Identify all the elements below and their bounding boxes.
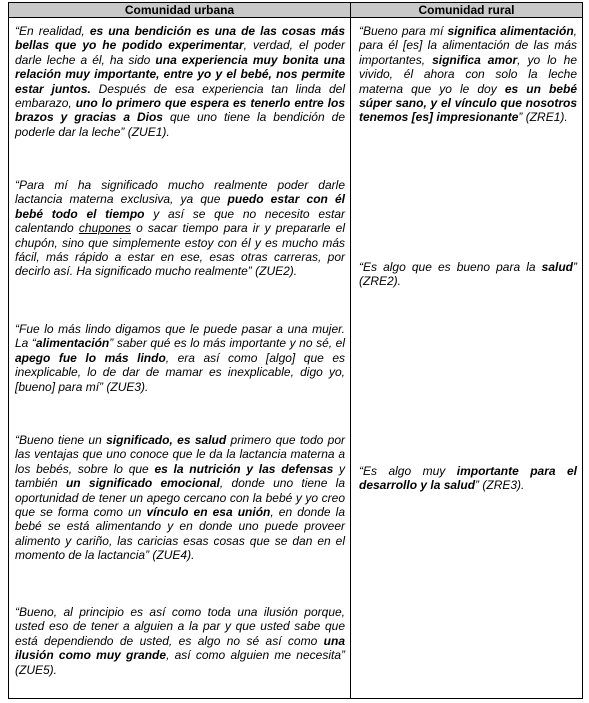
emphasized-text: significa alimentación (447, 24, 574, 38)
emphasized-text: vínculo en esa unión (146, 505, 271, 520)
underlined-text: chupones (78, 221, 131, 236)
quote-text: ” (ZRE3). (475, 478, 525, 493)
quote-text: , para él [es] la alimentación de las más importantes, (359, 24, 578, 67)
table-header (9, 3, 582, 18)
quote-text: Después de esa experiencia tan linda del embarazo, (15, 81, 345, 111)
quote-text: , en donde la bebé se está alimentando y en donde uno puede proveer alimento y cariño, las caricias esas cosas que se dan en el momento de la lactancia” (ZUE4). (15, 505, 345, 563)
emphasized-text: es una bendición es una de las cosas más bellas que yo he podido experimentar (15, 24, 345, 53)
emphasized-text: una experiencia muy bonita una relación muy importante, entre yo y el bebé, nos permite estar juntos. (15, 52, 345, 96)
quote-text: y también (15, 461, 345, 491)
emphasized-text: es la nutrición y las defensas (154, 461, 334, 476)
emphasized-text: uno lo primero que espera es tenerlo entre los brazos y gracias a Dios (15, 96, 345, 125)
quote-zre2 (359, 260, 577, 289)
quote-text: , yo lo he vivido, él ahora con solo la leche materna que yo le doy (359, 52, 577, 96)
quote-zue5 (15, 605, 345, 677)
quote-text: ” (ZRE2). (359, 260, 577, 289)
quote-text: “Para mí ha significado mucho realmente poder darle lactancia materna exclusiva, ya que (15, 178, 345, 207)
emphasized-text: es un bebé súper sano, y el vínculo que nosotros tenemos [es] impresionante (359, 81, 578, 125)
quote-text: ” (ZRE1). (518, 110, 568, 125)
header-rural: Comunidad rural (418, 3, 515, 17)
emphasized-text: apego fue lo más lindo (15, 350, 166, 365)
quote-zue3 (15, 322, 345, 394)
quote-zue4 (15, 433, 345, 563)
quote-text: “Bueno para mí (359, 24, 448, 38)
quote-text: , verdad, el poder darle leche a él, ha sido (15, 38, 345, 67)
column-divider (350, 3, 351, 698)
quote-text: “Es algo que es bueno para la (359, 260, 542, 274)
emphasized-text: alimentación (35, 336, 110, 351)
quote-text: “Es algo muy (359, 464, 457, 478)
quote-text: que uno tiene la bendición de poderle dar la leche” (ZUE1). (15, 110, 345, 139)
quote-text: , así como alguien me necesita” (ZUE5). (15, 648, 345, 677)
quote-zre1 (359, 24, 577, 125)
quote-text: “Bueno, al principio es así como toda una ilusión porque, usted eso de tener a alguien a la par y que usted sabe que está dependiendo de usted, es algo no sé así como (15, 605, 345, 648)
emphasized-text: puedo estar con él bebé todo el tiempo (15, 192, 346, 221)
quotes-table (8, 2, 583, 699)
quote-text: o sacar tiempo para ir y prepararle el chupón, sino que simplemente estoy con él y es mucho más fácil, más rápido a estar en ese, esas otras carreras, por decirlo así. Ha significado mucho realmente” (ZUE2). (15, 221, 345, 279)
quote-text: , donde uno tiene la oportunidad de tener un apego cercano con la bebé y yo creo que se forma como un (15, 476, 346, 520)
emphasized-text: significa amor (432, 52, 518, 67)
header-urban: Comunidad urbana (124, 3, 235, 17)
emphasized-text: un significado emocional (65, 476, 220, 491)
quote-zue1 (15, 24, 345, 139)
quote-text: primero que todo por las ventajas que uno conoce que le da la lactancia materna a los bebés, sobre lo que (15, 433, 346, 476)
quote-zre3 (359, 464, 577, 493)
quote-text: “Fue lo más lindo digamos que le puede pasar a una mujer. La “ (15, 322, 345, 351)
quote-text: “Bueno tiene un (15, 433, 107, 447)
quote-text: , era así como [algo] que es inexplicable, lo de dar de mamar es inexplicable, digo yo, [bueno] para mí” (ZUE3). (15, 350, 345, 394)
quote-text: ” saber qué es lo más importante y no sé, el (109, 336, 345, 351)
quote-text: “En realidad, (15, 24, 90, 38)
emphasized-text: salud (541, 260, 573, 274)
quote-text: y así se que no necesito estar calentando (15, 206, 346, 236)
emphasized-text: importante para el desarrollo y la salud (359, 464, 578, 493)
emphasized-text: significado, es salud (106, 433, 227, 447)
quote-zue2 (15, 178, 345, 279)
emphasized-text: una ilusión como muy grande (15, 633, 345, 663)
